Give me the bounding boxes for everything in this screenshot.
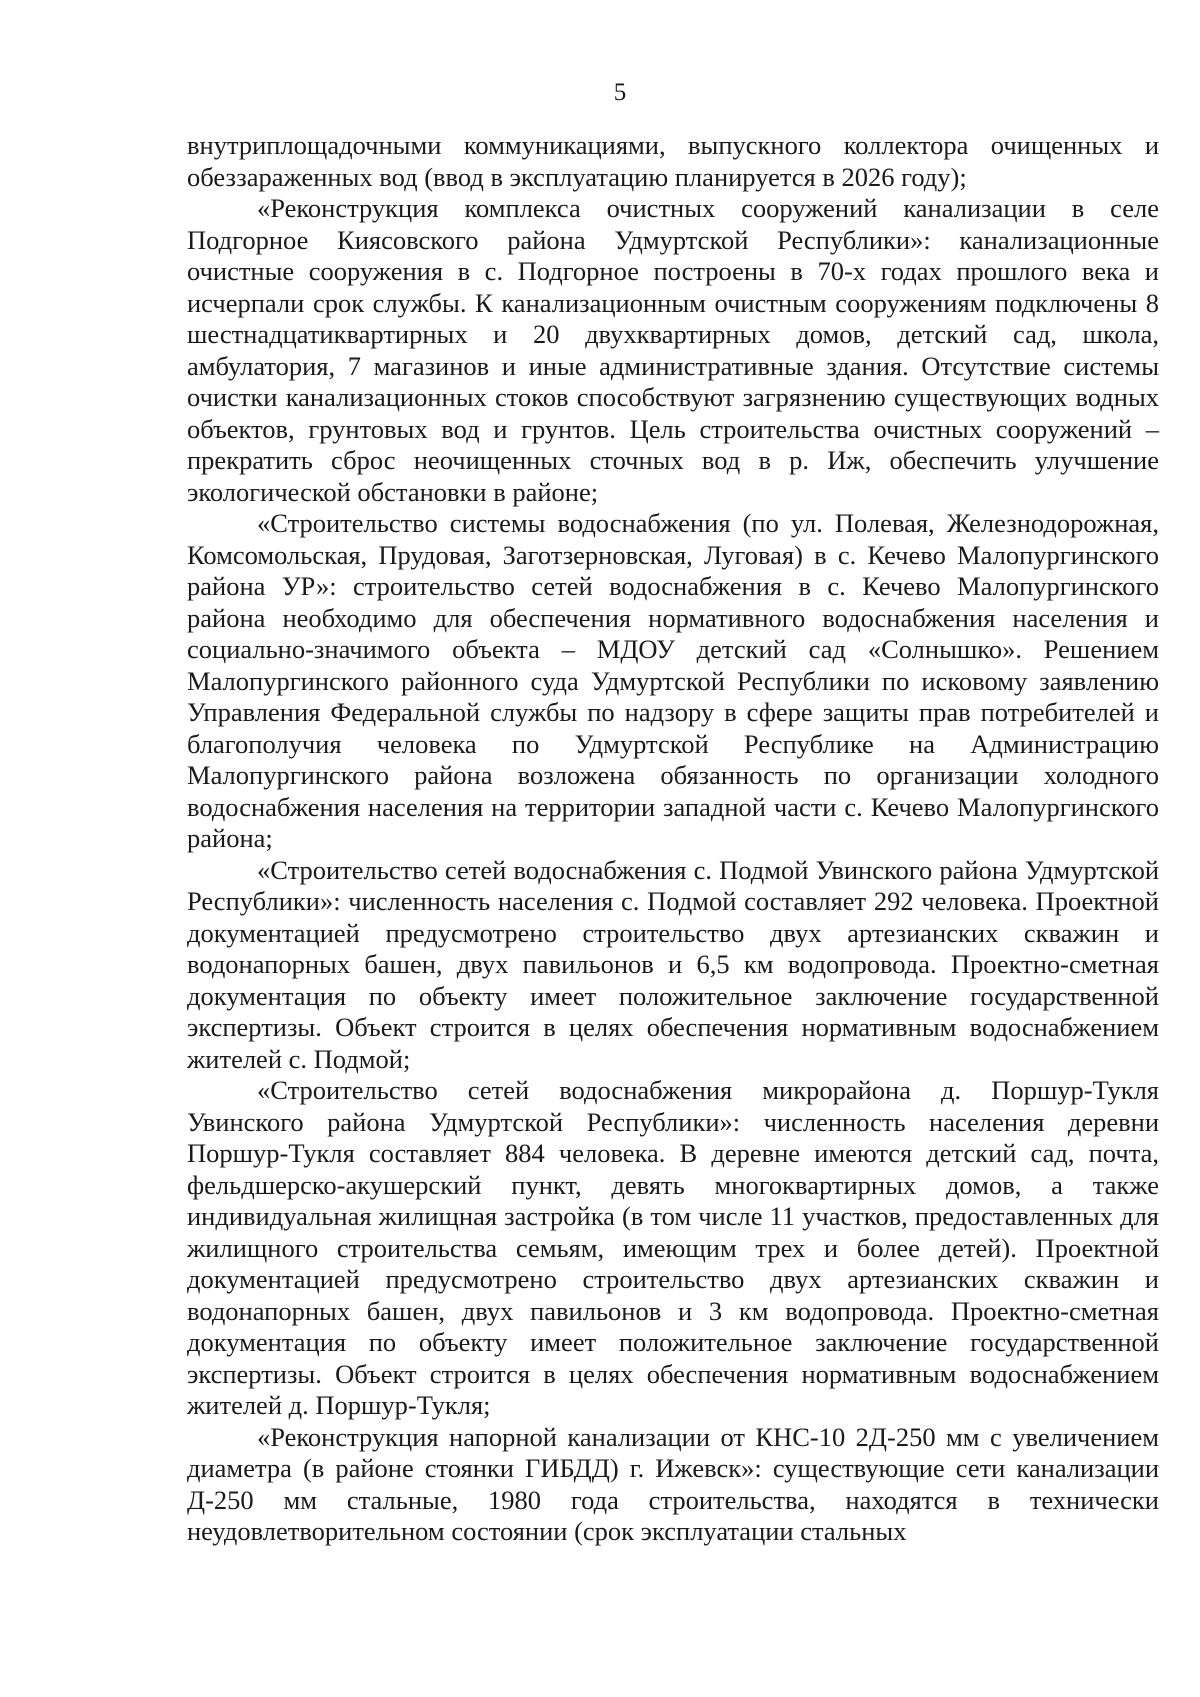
paragraph-porshur-tuklya-water-supply: «Строительство сетей водоснабжения микрорайона д. Поршур-Тукля Увинского района Удмуртской Республики»: численность населения деревни Поршур-Тукля составляет 884 человека. В деревне имеются детский сад, почта, фельдшерско-акушерский пункт, девять многоквартирных домов, а также индивидуальная жилищная застройка (в том числе 11 участков, предоставленных для жилищного строительства семьям, имеющим трех и более детей). Проектной документацией предусмотрено строительство двух артезианских скважин и водонапорных башен, двух павильонов и 3 км водопровода. Проектно-сметная документация по объекту имеет положительное заключение государственной экспертизы. Объект строится в целях обеспечения нормативным водоснабжением жителей д. Поршур-Тукля;	[187, 1075, 1159, 1420]
paragraph-podgornoe-treatment: «Реконструкция комплекса очистных сооружений канализации в селе Подгорное Киясовского района Удмуртской Республики»: канализационные очистные сооружения в с. Подгорное построены в 70-х годах прошлого века и исчерпали срок службы. К канализационным очистным сооружениям подключены 8 шестнадцатиквартирных и 20 двухквартирных домов, детский сад, школа, амбулатория, 7 магазинов и иные административные здания. Отсутствие системы очистки канализационных стоков способствуют загрязнению существующих водных объектов, грунтовых вод и грунтов. Цель строительства очистных сооружений – прекратить сброс неочищенных сточных вод в р. Иж, обеспечить улучшение экологической обстановки в районе;	[187, 193, 1159, 507]
paragraph-continuation: внутриплощадочными коммуникациями, выпускного коллектора очищенных и обеззараженных вод (ввод в эксплуатацию планируется в 2026 году);	[187, 130, 1159, 192]
paragraph-kns10-sewer-reconstruction: «Реконструкция напорной канализации от КНС-10 2Д-250 мм с увеличением диаметра (в районе стоянки ГИБДД) г. Ижевск»: существующие сети канализации Д-250 мм стальные, 1980 года строительства, находятся в технически неудовлетворительном состоянии (срок эксплуатации стальных	[187, 1421, 1159, 1546]
document-body	[187, 130, 1159, 1548]
paragraph-podmoy-water-supply: «Строительство сетей водоснабжения с. Подмой Увинского района Удмуртской Республики»: численность населения с. Подмой составляет 292 человека. Проектной документацией предусмотрено строительство двух артезианских скважин и водонапорных башен, двух павильонов и 6,5 км водопровода. Проектно-сметная документация по объекту имеет положительное заключение государственной экспертизы. Объект строится в целях обеспечения нормативным водоснабжением жителей с. Подмой;	[187, 854, 1159, 1074]
paragraph-kechevo-water-supply: «Строительство системы водоснабжения (по ул. Полевая, Железнодорожная, Комсомольская, Прудовая, Заготзерновская, Луговая) в с. Кечево Малопургинского района УР»: строительство сетей водоснабжения в с. Кечево Малопургинского района необходимо для обеспечения нормативного водоснабжения населения и социально-значимого объекта – МДОУ детский сад «Солнышко». Решением Малопургинского районного суда Удмуртской Республики по исковому заявлению Управления Федеральной службы по надзору в сфере защиты прав потребителей и благополучия человека по Удмуртской Республике на Администрацию Малопургинского района возложена обязанность по организации холодного водоснабжения населения на территории западной части с. Кечево Малопургинского района;	[187, 508, 1159, 853]
page-number: 5	[613, 79, 627, 106]
